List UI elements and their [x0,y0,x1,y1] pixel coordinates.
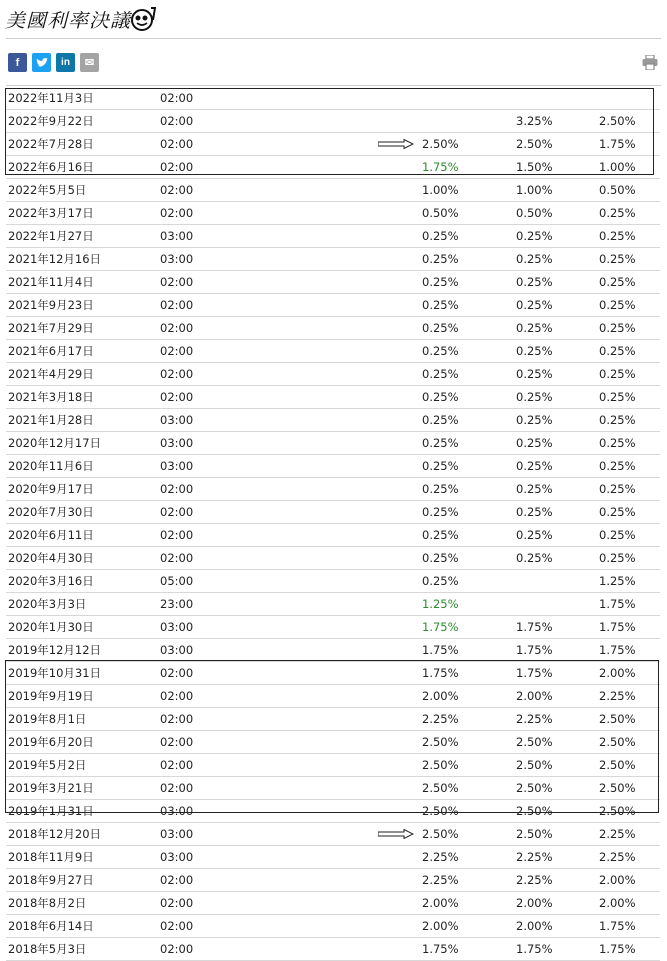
forecast-cell: 0.25% [516,367,553,381]
actual-cell: 0.25% [422,367,459,381]
date-cell: 2020年1月30日 [8,620,94,634]
time-cell: 02:00 [160,919,194,933]
date-cell: 2020年9月17日 [8,482,94,496]
forecast-cell: 2.00% [516,896,553,910]
table-row [6,892,660,915]
date-cell: 2020年3月3日 [8,597,87,611]
date-cell: 2022年11月3日 [8,91,94,105]
forecast-cell: 1.50% [516,160,553,174]
time-cell: 02:00 [160,712,194,726]
actual-cell: 1.00% [422,183,459,197]
email-share-button[interactable] [80,53,99,72]
actual-cell: 1.75% [422,942,459,956]
date-cell: 2019年10月31日 [8,666,102,680]
forecast-cell: 0.25% [516,482,553,496]
forecast-cell: 2.50% [516,827,553,841]
time-cell: 02:00 [160,666,194,680]
table-row [6,685,660,708]
forecast-cell: 0.25% [516,390,553,404]
previous-cell: 2.00% [599,873,636,887]
date-cell: 2018年12月20日 [8,827,102,841]
date-cell: 2018年11月9日 [8,850,94,864]
actual-cell: 2.50% [422,735,459,749]
actual-cell: 0.25% [422,252,459,266]
time-cell: 02:00 [160,482,194,496]
forecast-cell: 2.50% [516,735,553,749]
forecast-cell: 1.75% [516,666,553,680]
forecast-cell: 0.25% [516,252,553,266]
previous-cell: 2.50% [599,758,636,772]
actual-cell: 0.25% [422,413,459,427]
previous-cell: 0.25% [599,367,636,381]
actual-cell: 2.25% [422,873,459,887]
table-row [6,478,660,501]
email-icon: ✉ [84,57,95,69]
previous-cell: 1.75% [599,942,636,956]
time-cell: 02:00 [160,114,194,128]
table-row [6,409,660,432]
table-row [6,271,660,294]
time-cell: 03:00 [160,229,194,243]
table-row [6,202,660,225]
table-row [6,432,660,455]
time-cell: 02:00 [160,551,194,565]
previous-cell: 0.25% [599,252,636,266]
previous-cell: 0.25% [599,229,636,243]
time-cell: 02:00 [160,160,194,174]
date-cell: 2021年1月28日 [8,413,94,427]
forecast-cell: 0.25% [516,459,553,473]
table-row [6,731,660,754]
time-cell: 03:00 [160,827,194,841]
actual-cell: 2.00% [422,919,459,933]
time-cell: 02:00 [160,390,194,404]
previous-cell: 2.25% [599,689,636,703]
date-cell: 2020年4月30日 [8,551,94,565]
previous-cell: 2.50% [599,735,636,749]
time-cell: 03:00 [160,643,194,657]
forecast-cell: 0.25% [516,528,553,542]
date-cell: 2018年8月2日 [8,896,87,910]
forecast-cell: 2.00% [516,689,553,703]
time-cell: 03:00 [160,436,194,450]
previous-cell: 0.25% [599,436,636,450]
table-row [6,915,660,938]
forecast-cell: 0.25% [516,436,553,450]
table-row [6,777,660,800]
share-divider [6,85,661,86]
actual-cell: 2.25% [422,850,459,864]
time-cell: 03:00 [160,459,194,473]
linkedin-share-button[interactable] [56,53,75,72]
previous-cell: 2.50% [599,804,636,818]
previous-cell: 2.00% [599,896,636,910]
table-row [6,593,660,616]
date-cell: 2022年5月5日 [8,183,87,197]
previous-cell: 0.25% [599,459,636,473]
previous-cell: 1.75% [599,643,636,657]
header-divider [6,38,661,39]
time-cell: 02:00 [160,528,194,542]
face-logo-icon [130,6,156,32]
logo-text: 美國利率決議 [4,9,132,32]
actual-cell: 1.75% [422,643,459,657]
time-cell: 02:00 [160,367,194,381]
facebook-icon: f [15,56,20,69]
previous-cell: 0.25% [599,275,636,289]
forecast-cell: 1.75% [516,643,553,657]
actual-cell: 2.00% [422,896,459,910]
date-cell: 2021年3月18日 [8,390,94,404]
time-cell: 02:00 [160,896,194,910]
time-cell: 03:00 [160,413,194,427]
date-cell: 2020年3月16日 [8,574,94,588]
time-cell: 03:00 [160,252,194,266]
actual-cell: 0.25% [422,505,459,519]
forecast-cell: 2.50% [516,804,553,818]
date-cell: 2018年9月27日 [8,873,94,887]
previous-cell: 0.25% [599,528,636,542]
date-cell: 2020年7月30日 [8,505,94,519]
forecast-cell: 1.75% [516,942,553,956]
table-row [6,317,660,340]
date-cell: 2021年12月16日 [8,252,102,266]
actual-cell: 2.50% [422,781,459,795]
actual-cell: 1.75% [422,666,459,680]
time-cell: 02:00 [160,321,194,335]
previous-cell: 1.75% [599,137,636,151]
table-row [6,87,660,110]
previous-cell: 0.25% [599,551,636,565]
table-row [6,156,660,179]
date-cell: 2018年5月3日 [8,942,87,956]
actual-cell: 0.25% [422,528,459,542]
time-cell: 02:00 [160,298,194,312]
date-cell: 2022年7月28日 [8,137,94,151]
date-cell: 2022年3月17日 [8,206,94,220]
previous-cell: 0.50% [599,183,636,197]
time-cell: 02:00 [160,183,194,197]
actual-cell: 2.50% [422,827,459,841]
time-cell: 02:00 [160,758,194,772]
previous-cell: 1.75% [599,597,636,611]
previous-cell: 0.25% [599,206,636,220]
forecast-cell: 0.25% [516,229,553,243]
actual-cell: 0.25% [422,436,459,450]
table-row [6,340,660,363]
forecast-cell: 2.50% [516,781,553,795]
date-cell: 2022年1月27日 [8,229,94,243]
date-cell: 2019年9月19日 [8,689,94,703]
date-cell: 2021年4月29日 [8,367,94,381]
table-row [6,110,660,133]
actual-cell: 2.50% [422,804,459,818]
table-row [6,547,660,570]
time-cell: 02:00 [160,275,194,289]
previous-cell: 0.25% [599,505,636,519]
forecast-cell: 2.25% [516,850,553,864]
actual-cell: 2.25% [422,712,459,726]
actual-cell: 2.50% [422,758,459,772]
table-row [6,248,660,271]
previous-cell: 2.50% [599,781,636,795]
forecast-cell: 0.25% [516,413,553,427]
date-cell: 2020年6月11日 [8,528,94,542]
actual-cell: 1.75% [422,160,459,174]
table-row [6,179,660,202]
previous-cell: 2.25% [599,850,636,864]
time-cell: 02:00 [160,942,194,956]
date-cell: 2019年1月31日 [8,804,94,818]
table-row [6,386,660,409]
table-row [6,524,660,547]
date-cell: 2019年6月20日 [8,735,94,749]
date-cell: 2022年6月16日 [8,160,94,174]
forecast-cell: 0.25% [516,298,553,312]
previous-cell: 2.00% [599,666,636,680]
forecast-cell: 3.25% [516,114,553,128]
table-row [6,639,660,662]
forecast-cell: 2.50% [516,758,553,772]
actual-cell: 0.25% [422,321,459,335]
table-row [6,363,660,386]
forecast-cell: 2.25% [516,873,553,887]
forecast-cell: 2.25% [516,712,553,726]
previous-cell: 1.75% [599,620,636,634]
previous-cell: 0.25% [599,482,636,496]
actual-cell: 0.25% [422,551,459,565]
table-row [6,294,660,317]
table-row [6,938,660,961]
actual-cell: 0.25% [422,574,459,588]
time-cell: 02:00 [160,735,194,749]
actual-cell: 0.25% [422,298,459,312]
previous-cell: 0.25% [599,390,636,404]
forecast-cell: 0.25% [516,321,553,335]
actual-cell: 0.25% [422,344,459,358]
time-cell: 02:00 [160,781,194,795]
table-row [6,754,660,777]
table-row [6,708,660,731]
previous-cell: 2.50% [599,114,636,128]
forecast-cell: 0.25% [516,344,553,358]
actual-cell: 1.75% [422,620,459,634]
table-row [6,800,660,823]
arrow-right-icon [378,829,414,839]
share-bar [8,53,99,72]
table-row [6,133,660,156]
previous-cell: 2.50% [599,712,636,726]
table-row [6,846,660,869]
previous-cell: 1.75% [599,919,636,933]
date-cell: 2019年12月12日 [8,643,102,657]
table-row [6,616,660,639]
time-cell: 23:00 [160,597,194,611]
forecast-cell: 0.25% [516,275,553,289]
twitter-icon [36,58,48,68]
table-row [6,225,660,248]
arrow-right-icon [378,139,414,149]
twitter-share-button[interactable] [32,53,51,72]
time-cell: 03:00 [160,850,194,864]
time-cell: 03:00 [160,620,194,634]
table-row [6,662,660,685]
actual-cell: 0.25% [422,390,459,404]
actual-cell: 0.25% [422,275,459,289]
date-cell: 2021年11月4日 [8,275,94,289]
time-cell: 02:00 [160,873,194,887]
actual-cell: 0.25% [422,482,459,496]
actual-cell: 0.25% [422,459,459,473]
forecast-cell: 0.50% [516,206,553,220]
time-cell: 05:00 [160,574,194,588]
table-row [6,869,660,892]
actual-cell: 1.25% [422,597,459,611]
previous-cell: 0.25% [599,344,636,358]
date-cell: 2018年6月14日 [8,919,94,933]
forecast-cell: 0.25% [516,505,553,519]
date-cell: 2020年11月6日 [8,459,94,473]
forecast-cell: 2.00% [516,919,553,933]
time-cell: 02:00 [160,689,194,703]
time-cell: 02:00 [160,91,194,105]
date-cell: 2021年9月23日 [8,298,94,312]
time-cell: 02:00 [160,206,194,220]
date-cell: 2021年7月29日 [8,321,94,335]
rate-decision-table [6,87,660,961]
date-cell: 2020年12月17日 [8,436,102,450]
date-cell: 2019年3月21日 [8,781,94,795]
previous-cell: 0.25% [599,298,636,312]
table-row [6,455,660,478]
date-cell: 2019年5月2日 [8,758,87,772]
previous-cell: 0.25% [599,413,636,427]
facebook-share-button[interactable] [8,53,27,72]
date-cell: 2019年8月1日 [8,712,87,726]
table-row [6,570,660,593]
time-cell: 02:00 [160,137,194,151]
date-cell: 2021年6月17日 [8,344,94,358]
previous-cell: 0.25% [599,321,636,335]
site-logo[interactable] [4,6,156,32]
time-cell: 03:00 [160,804,194,818]
actual-cell: 0.50% [422,206,459,220]
previous-cell: 1.00% [599,160,636,174]
time-cell: 02:00 [160,344,194,358]
actual-cell: 2.00% [422,689,459,703]
forecast-cell: 1.75% [516,620,553,634]
date-cell: 2022年9月22日 [8,114,94,128]
forecast-cell: 0.25% [516,551,553,565]
previous-cell: 1.25% [599,574,636,588]
forecast-cell: 1.00% [516,183,553,197]
table-row [6,501,660,524]
actual-cell: 0.25% [422,229,459,243]
print-icon[interactable] [642,55,658,70]
actual-cell: 2.50% [422,137,459,151]
table-row [6,823,660,846]
time-cell: 02:00 [160,505,194,519]
previous-cell: 2.25% [599,827,636,841]
forecast-cell: 2.50% [516,137,553,151]
linkedin-icon: in [61,57,70,68]
